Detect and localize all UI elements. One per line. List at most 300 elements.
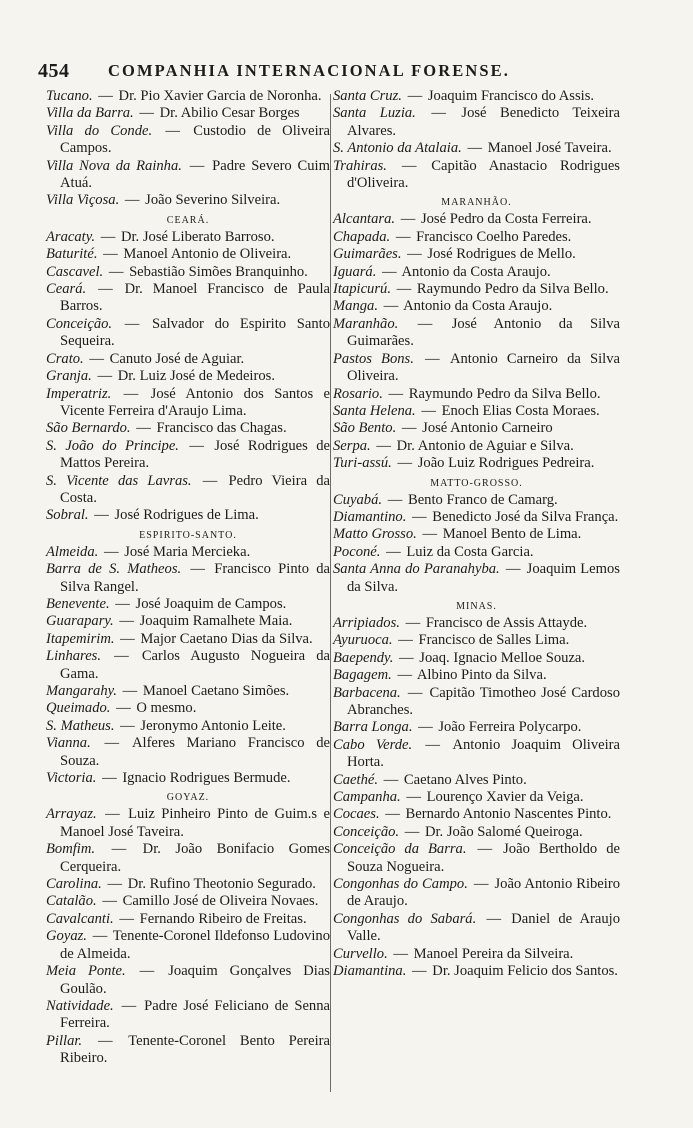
directory-entry bbox=[46, 386, 330, 421]
directory-entry bbox=[46, 841, 330, 876]
entry-separator: — bbox=[399, 649, 414, 666]
directory-entry bbox=[333, 264, 620, 281]
directory-entry bbox=[46, 718, 330, 735]
directory-entry bbox=[333, 561, 620, 596]
place-name: Rosario. bbox=[333, 385, 383, 402]
person-name: Ignacio Rodrigues Bermude. bbox=[122, 770, 291, 787]
person-name: Camillo José de Oliveira Novaes. bbox=[122, 893, 319, 910]
place-name: Arrayaz. bbox=[46, 806, 97, 823]
entry-separator: — bbox=[98, 88, 113, 104]
directory-entry bbox=[333, 298, 620, 315]
entry-separator: — bbox=[382, 263, 397, 280]
entry-separator: — bbox=[400, 211, 416, 228]
entry-separator: — bbox=[412, 963, 427, 980]
person-name: Joaquim Lemos da Silva. bbox=[347, 561, 620, 595]
page-header bbox=[38, 58, 553, 86]
entry-separator: — bbox=[397, 667, 413, 684]
place-name: Ayuruoca. bbox=[333, 632, 393, 649]
directory-entry bbox=[333, 509, 620, 526]
entry-separator: — bbox=[412, 508, 427, 525]
directory-entry bbox=[46, 893, 330, 910]
entry-separator: — bbox=[103, 543, 119, 560]
place-name: Cabo Verde. bbox=[333, 736, 413, 753]
person-name: Jeronymo Antonio Leite. bbox=[140, 717, 286, 734]
place-name: Guimarães. bbox=[333, 246, 402, 263]
person-name: Manoel Bento de Lima. bbox=[442, 526, 582, 543]
place-name: S. Matheus. bbox=[46, 717, 115, 734]
person-name: Raymundo Pedro da Silva Bello. bbox=[416, 281, 609, 298]
place-name: Trahiras. bbox=[333, 157, 387, 174]
directory-entry bbox=[333, 140, 620, 157]
place-name: São Bento. bbox=[333, 420, 397, 437]
directory-entry bbox=[46, 246, 330, 263]
person-name: Major Caetano Dias da Silva. bbox=[140, 630, 313, 647]
entry-separator: — bbox=[114, 648, 129, 665]
place-name: Conceição. bbox=[46, 315, 113, 332]
place-name: Cascavel. bbox=[46, 263, 104, 280]
directory-entry bbox=[333, 281, 620, 298]
entry-separator: — bbox=[425, 736, 441, 753]
entry-separator: — bbox=[425, 350, 440, 367]
place-name: Conceição da Barra. bbox=[333, 841, 467, 858]
directory-entry bbox=[333, 946, 620, 963]
person-name: Dr. Luiz José de Medeiros. bbox=[117, 368, 275, 385]
person-name: Manoel Pereira da Silveira. bbox=[413, 945, 574, 962]
place-name: Curvello. bbox=[333, 945, 388, 962]
entry-separator: — bbox=[104, 735, 120, 752]
directory-entry bbox=[333, 615, 620, 632]
entry-separator: — bbox=[383, 771, 399, 788]
place-name: Alcantara. bbox=[333, 211, 396, 228]
directory-entry bbox=[333, 88, 620, 105]
place-name: Queimado. bbox=[46, 700, 111, 717]
place-name: Itapemirim. bbox=[46, 630, 115, 647]
entry-separator: — bbox=[103, 246, 118, 263]
person-name: Tenente-Coronel Bento Pereira Ribeiro. bbox=[60, 1032, 330, 1067]
place-name: Barra de S. Matheos. bbox=[46, 561, 182, 578]
directory-entry bbox=[333, 632, 620, 649]
place-name: Victoria. bbox=[46, 770, 97, 787]
person-name: Dr. Pio Xavier Garcia de Noronha. bbox=[118, 88, 322, 104]
entry-separator: — bbox=[94, 507, 109, 524]
directory-entry bbox=[46, 700, 330, 717]
place-name: Pastos Bons. bbox=[333, 350, 414, 367]
place-name: Granja. bbox=[46, 368, 92, 385]
person-name: Tenente-Coronel Ildefonso Ludovino de Almeida. bbox=[60, 928, 330, 962]
person-name: João Antonio Ribeiro de Araujo. bbox=[347, 876, 620, 910]
place-name: São Bernardo. bbox=[46, 420, 131, 437]
directory-entry bbox=[333, 229, 620, 246]
entry-separator: — bbox=[97, 368, 113, 385]
section-heading: MATTO-GROSSO. bbox=[430, 477, 523, 489]
place-name: Ceará. bbox=[46, 281, 87, 298]
directory-entry bbox=[46, 561, 330, 596]
place-name: Tucano. bbox=[46, 88, 93, 104]
person-name: José Rodrigues de Mattos Pereira. bbox=[60, 437, 330, 472]
place-name: Diamantino. bbox=[333, 508, 407, 525]
place-name: Catalão. bbox=[46, 893, 97, 910]
directory-entry bbox=[46, 648, 330, 683]
person-name: Daniel de Araujo Valle. bbox=[347, 910, 620, 945]
person-name: Bento Franco de Camarg. bbox=[407, 491, 558, 508]
entry-separator: — bbox=[136, 420, 151, 437]
place-name: Santa Luzia. bbox=[333, 105, 416, 122]
place-name: S. Vicente das Lavras. bbox=[46, 472, 192, 489]
person-name: Alferes Mariano Francisco de Souza. bbox=[60, 735, 331, 769]
place-name: S. Antonio da Atalaia. bbox=[333, 140, 462, 157]
entry-separator: — bbox=[486, 910, 502, 927]
directory-entry bbox=[333, 963, 620, 980]
entry-separator: — bbox=[417, 315, 433, 332]
entry-separator: — bbox=[407, 684, 423, 701]
entry-separator: — bbox=[189, 437, 204, 454]
directory-entry bbox=[333, 386, 620, 403]
person-name: Bernardo Antonio Nascentes Pinto. bbox=[405, 806, 612, 823]
directory-entry bbox=[333, 351, 620, 386]
directory-entry bbox=[333, 824, 620, 841]
person-name: Capitão Anastacio Rodrigues d'Oliveira. bbox=[347, 157, 620, 192]
entry-separator: — bbox=[398, 632, 413, 649]
directory-entry bbox=[46, 192, 330, 209]
entry-separator: — bbox=[467, 140, 483, 157]
person-name: Enoch Elias Costa Moraes. bbox=[441, 402, 600, 419]
directory-entry bbox=[333, 526, 620, 543]
person-name: Benedicto José da Silva França. bbox=[432, 508, 619, 525]
person-name: Dr. João Bonifacio Gomes Cerqueira. bbox=[60, 841, 330, 875]
person-name: José Rodrigues de Lima. bbox=[114, 507, 259, 524]
entry-separator: — bbox=[418, 719, 433, 736]
person-name: Luiz da Costa Garcia. bbox=[406, 543, 534, 560]
directory-entry bbox=[333, 650, 620, 667]
place-name: Turi-assú. bbox=[333, 455, 392, 472]
place-name: Linhares. bbox=[46, 648, 102, 665]
person-name: Joaquim Francisco do Assis. bbox=[427, 88, 595, 104]
place-name: Maranhão. bbox=[333, 315, 399, 332]
running-title: COMPANHIA INTERNACIONAL FORENSE. bbox=[108, 61, 510, 80]
entry-separator: — bbox=[393, 945, 408, 962]
directory-entry bbox=[333, 841, 620, 876]
entry-separator: — bbox=[120, 630, 135, 647]
person-name: Luiz Pinheiro Pinto de Guim.s e Manoel José Taveira. bbox=[60, 806, 330, 840]
section-heading: CEARÁ. bbox=[166, 214, 210, 226]
place-name: Baturité. bbox=[46, 246, 98, 263]
person-name: Padre Severo Cuim Atuá. bbox=[60, 157, 330, 192]
person-name: João Ferreira Polycarpo. bbox=[438, 719, 582, 736]
person-name: Manoel Antonio de Oliveira. bbox=[123, 246, 292, 263]
directory-entry bbox=[46, 105, 330, 122]
place-name: Villa Viçosa. bbox=[46, 192, 120, 209]
person-name: Canuto José de Aguiar. bbox=[109, 350, 245, 367]
place-name: Benevente. bbox=[46, 595, 110, 612]
directory-entry bbox=[46, 438, 330, 473]
directory-entry bbox=[333, 420, 620, 437]
directory-entry bbox=[46, 229, 330, 246]
directory-entry bbox=[46, 420, 330, 437]
person-name: Joaquim Ramalhete Maia. bbox=[139, 613, 293, 630]
directory-entry bbox=[333, 772, 620, 789]
person-name: Manoel Caetano Simões. bbox=[142, 683, 290, 699]
entry-separator: — bbox=[108, 263, 124, 280]
place-name: Santa Anna do Paranahyba. bbox=[333, 561, 500, 578]
directory-entry bbox=[46, 507, 330, 524]
directory-entry bbox=[333, 455, 620, 472]
directory-entry bbox=[46, 596, 330, 613]
person-name: José Antonio da Silva Guimarães. bbox=[347, 315, 620, 350]
person-name: Salvador do Espirito Santo Sequeira. bbox=[60, 315, 330, 350]
directory-entry bbox=[46, 876, 330, 893]
person-name: Francisco Coelho Paredes. bbox=[416, 228, 572, 245]
place-name: Vianna. bbox=[46, 735, 91, 752]
place-name: Goyaz. bbox=[46, 928, 87, 945]
place-name: Campanha. bbox=[333, 789, 401, 806]
entry-separator: — bbox=[189, 157, 205, 174]
column-divider bbox=[330, 94, 331, 1092]
entry-separator: — bbox=[124, 315, 140, 332]
directory-entry bbox=[46, 806, 330, 841]
person-name: José Antonio Carneiro bbox=[422, 420, 553, 437]
directory-entry bbox=[46, 368, 330, 385]
place-name: Santa Cruz. bbox=[333, 88, 402, 104]
section-heading: GOYAZ. bbox=[166, 792, 210, 804]
place-name: Pillar. bbox=[46, 1032, 83, 1049]
place-name: Carolina. bbox=[46, 876, 102, 893]
section-heading: MARANHÃO. bbox=[441, 197, 512, 209]
place-name: Iguará. bbox=[333, 263, 377, 280]
directory-entry bbox=[46, 264, 330, 281]
place-name: Sobral. bbox=[46, 507, 89, 524]
place-name: Villa do Conde. bbox=[46, 122, 153, 139]
directory-entry bbox=[333, 544, 620, 561]
directory-entry bbox=[333, 719, 620, 736]
directory-entry bbox=[46, 88, 330, 105]
person-name: Fernando Ribeiro de Freitas. bbox=[139, 910, 307, 927]
entry-separator: — bbox=[139, 963, 155, 980]
person-name: Francisco das Chagas. bbox=[156, 420, 287, 437]
person-name: Carlos Augusto Nogueira da Gama. bbox=[60, 648, 330, 682]
entry-separator: — bbox=[119, 613, 134, 630]
person-name: Dr. Manoel Francisco de Paula Barros. bbox=[60, 281, 330, 315]
place-name: Bagagem. bbox=[333, 667, 392, 684]
entry-separator: — bbox=[406, 789, 421, 806]
entry-separator: — bbox=[202, 472, 218, 489]
person-name: Pedro Vieira da Costa. bbox=[60, 472, 330, 506]
directory-entry bbox=[46, 281, 330, 316]
entry-separator: — bbox=[123, 385, 139, 402]
directory-entry bbox=[46, 158, 330, 193]
person-name: João Luiz Rodrigues Pedreira. bbox=[417, 455, 595, 472]
entry-separator: — bbox=[407, 246, 422, 263]
directory-entry bbox=[333, 105, 620, 140]
entry-separator: — bbox=[102, 770, 117, 787]
place-name: Meia Ponte. bbox=[46, 963, 126, 980]
right-column bbox=[333, 88, 620, 981]
person-name: Manoel José Taveira. bbox=[487, 140, 612, 157]
entry-separator: — bbox=[98, 281, 113, 298]
page-number: 454 bbox=[38, 60, 70, 82]
place-name: Caethé. bbox=[333, 771, 378, 788]
directory-entry bbox=[46, 123, 330, 158]
entry-separator: — bbox=[89, 350, 104, 367]
directory-entry bbox=[46, 735, 330, 770]
entry-separator: — bbox=[397, 455, 413, 472]
entry-separator: — bbox=[387, 491, 403, 508]
place-name: Mangarahy. bbox=[46, 683, 117, 699]
entry-separator: — bbox=[473, 876, 489, 893]
entry-separator: — bbox=[376, 437, 391, 454]
entry-separator: — bbox=[385, 806, 400, 823]
entry-separator: — bbox=[407, 88, 423, 104]
entry-separator: — bbox=[97, 1032, 113, 1049]
place-name: Baependy. bbox=[333, 649, 394, 666]
entry-separator: — bbox=[401, 157, 417, 174]
entry-separator: — bbox=[111, 841, 127, 858]
directory-entry bbox=[333, 438, 620, 455]
person-name: Dr. Antonio de Aguiar e Silva. bbox=[396, 437, 574, 454]
person-name: José Joaquim de Campos. bbox=[135, 595, 287, 612]
place-name: Natividade. bbox=[46, 997, 114, 1014]
entry-separator: — bbox=[139, 105, 154, 122]
left-column bbox=[46, 88, 330, 1068]
entry-separator: — bbox=[383, 298, 399, 315]
entry-separator: — bbox=[115, 595, 130, 612]
section-heading: ESPIRITO-SANTO. bbox=[139, 529, 237, 541]
entry-separator: — bbox=[122, 683, 138, 699]
person-name: José Antonio dos Santos e Vicente Ferreira d'Araujo Lima. bbox=[60, 385, 331, 419]
entry-separator: — bbox=[388, 385, 404, 402]
directory-entry bbox=[333, 685, 620, 720]
place-name: Itapicurú. bbox=[333, 281, 391, 298]
entry-separator: — bbox=[119, 910, 134, 927]
place-name: Guarapary. bbox=[46, 613, 114, 630]
directory-entry bbox=[333, 737, 620, 772]
directory-entry bbox=[333, 876, 620, 911]
entry-separator: — bbox=[190, 561, 205, 578]
place-name: Aracaty. bbox=[46, 228, 96, 245]
place-name: S. João do Principe. bbox=[46, 437, 179, 454]
place-name: Imperatriz. bbox=[46, 385, 112, 402]
place-name: Matto Grosso. bbox=[333, 526, 417, 543]
person-name: Francisco de Salles Lima. bbox=[418, 632, 570, 649]
entry-separator: — bbox=[121, 997, 137, 1014]
entry-separator: — bbox=[107, 876, 123, 893]
entry-separator: — bbox=[405, 614, 421, 631]
person-name: Antonio Joaquim Oliveira Horta. bbox=[347, 736, 620, 771]
person-name: José Benedicto Teixeira Alvares. bbox=[347, 105, 620, 139]
person-name: Padre José Feliciano de Senna Ferreira. bbox=[60, 997, 330, 1032]
directory-entry bbox=[333, 806, 620, 823]
directory-entry bbox=[46, 473, 330, 508]
entry-separator: — bbox=[505, 561, 521, 578]
entry-separator: — bbox=[396, 281, 412, 298]
person-name: Dr. Joaquim Felicio dos Santos. bbox=[432, 963, 618, 980]
place-name: Villa Nova da Rainha. bbox=[46, 157, 182, 174]
place-name: Barbacena. bbox=[333, 684, 401, 701]
entry-separator: — bbox=[165, 122, 180, 139]
directory-entry bbox=[46, 613, 330, 630]
person-name: João Bertholdo de Souza Nogueira. bbox=[347, 841, 620, 875]
directory-entry bbox=[46, 631, 330, 648]
person-name: José Pedro da Costa Ferreira. bbox=[420, 211, 592, 228]
person-name: Joaquim Gonçalves Dias Goulão. bbox=[60, 963, 330, 997]
place-name: Serpa. bbox=[333, 437, 371, 454]
directory-entry bbox=[46, 1033, 330, 1068]
place-name: Cuyabá. bbox=[333, 491, 383, 508]
place-name: Cocaes. bbox=[333, 806, 380, 823]
entry-separator: — bbox=[395, 228, 411, 245]
directory-entry bbox=[46, 544, 330, 561]
entry-separator: — bbox=[92, 928, 108, 945]
directory-entry bbox=[46, 963, 330, 998]
person-name: Sebastião Simões Branquinho. bbox=[129, 263, 308, 280]
person-name: Albino Pinto da Silva. bbox=[416, 667, 547, 684]
directory-entry bbox=[333, 789, 620, 806]
person-name: João Severino Silveira. bbox=[145, 192, 281, 209]
person-name: Lourenço Xavier da Veiga. bbox=[426, 789, 584, 806]
directory-entry bbox=[46, 683, 330, 700]
place-name: Almeida. bbox=[46, 543, 99, 560]
directory-entry bbox=[333, 911, 620, 946]
place-name: Poconé. bbox=[333, 543, 381, 560]
entry-separator: — bbox=[120, 717, 135, 734]
directory-entry bbox=[333, 316, 620, 351]
place-name: Congonhas do Campo. bbox=[333, 876, 468, 893]
entry-separator: — bbox=[124, 192, 140, 209]
directory-entry bbox=[333, 158, 620, 193]
directory-entry bbox=[46, 770, 330, 787]
person-name: Antonio Carneiro da Silva Oliveira. bbox=[347, 350, 621, 385]
directory-entry bbox=[333, 492, 620, 509]
entry-separator: — bbox=[116, 700, 131, 717]
person-name: José Maria Mercieka. bbox=[124, 543, 251, 560]
place-name: Bomfim. bbox=[46, 841, 96, 858]
place-name: Villa da Barra. bbox=[46, 105, 134, 122]
place-name: Cavalcanti. bbox=[46, 910, 114, 927]
directory-entry bbox=[46, 998, 330, 1033]
person-name: O mesmo. bbox=[136, 700, 197, 717]
person-name: Custodio de Oliveira Campos. bbox=[60, 122, 330, 157]
directory-entry bbox=[46, 911, 330, 928]
place-name: Congonhas do Sabará. bbox=[333, 910, 477, 927]
place-name: Crato. bbox=[46, 350, 84, 367]
entry-separator: — bbox=[404, 823, 420, 840]
place-name: Diamantina. bbox=[333, 963, 407, 980]
entry-separator: — bbox=[100, 228, 116, 245]
directory-entry bbox=[46, 316, 330, 351]
directory-entry bbox=[333, 246, 620, 263]
person-name: Dr. Abilio Cesar Borges bbox=[159, 105, 300, 122]
place-name: Manga. bbox=[333, 298, 378, 315]
place-name: Santa Helena. bbox=[333, 402, 416, 419]
entry-separator: — bbox=[422, 526, 438, 543]
entry-separator: — bbox=[431, 105, 446, 122]
person-name: Francisco Pinto da Silva Rangel. bbox=[60, 561, 330, 595]
person-name: Dr. José Liberato Barroso. bbox=[120, 228, 275, 245]
person-name: Dr. Rufino Theotonio Segurado. bbox=[127, 876, 316, 893]
entry-separator: — bbox=[477, 841, 493, 858]
person-name: Capitão Timotheo José Cardoso Abranches. bbox=[347, 684, 621, 718]
entry-separator: — bbox=[386, 543, 401, 560]
directory-entry bbox=[333, 403, 620, 420]
directory-entry bbox=[46, 928, 330, 963]
place-name: Barra Longa. bbox=[333, 719, 413, 736]
person-name: Antonio da Costa Araujo. bbox=[403, 298, 553, 315]
person-name: Raymundo Pedro da Silva Bello. bbox=[408, 385, 601, 402]
entry-separator: — bbox=[105, 806, 120, 823]
place-name: Arripiados. bbox=[333, 614, 400, 631]
person-name: Dr. João Salomé Queiroga. bbox=[424, 823, 583, 840]
person-name: Joaq. Ignacio Melloe Souza. bbox=[419, 649, 586, 666]
place-name: Chapada. bbox=[333, 228, 391, 245]
